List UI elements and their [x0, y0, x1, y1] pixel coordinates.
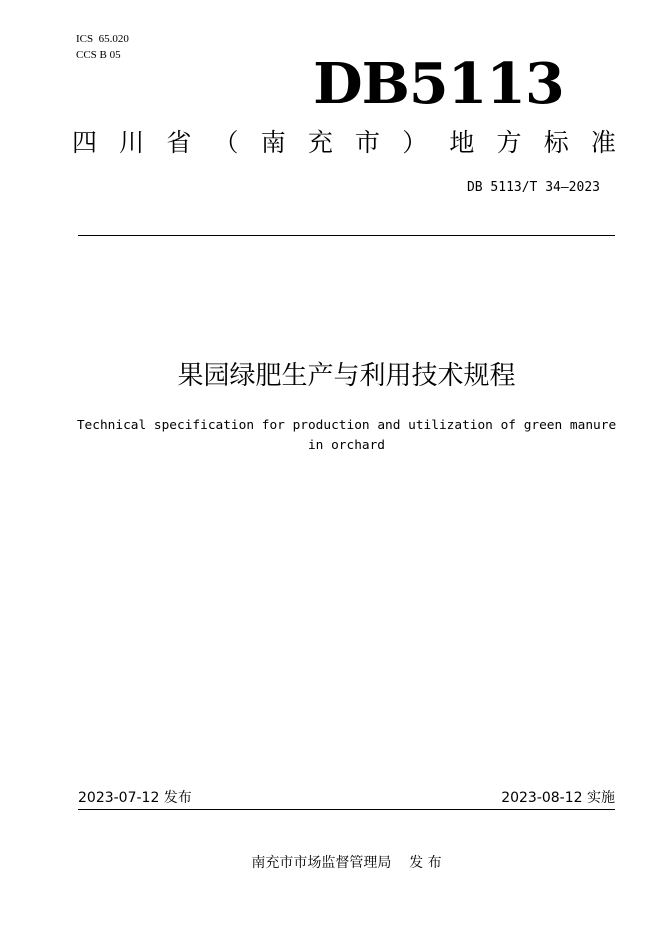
- document-title-zh: 果园绿肥生产与利用技术规程: [177, 361, 516, 391]
- standard-type-char: 市: [355, 128, 381, 157]
- standard-number: DB 5113/T 34—2023: [466, 180, 600, 195]
- standard-type-char: 川: [119, 128, 145, 157]
- standard-type-heading: [72, 126, 616, 160]
- issuing-authority: 南充市市场监督管理局 发 布: [251, 855, 442, 871]
- standard-type-char: 四: [72, 128, 98, 157]
- ccs-code: CCS B 05: [76, 49, 121, 61]
- standard-type-char: ）: [402, 128, 428, 157]
- standard-logo: DB5113: [313, 51, 564, 117]
- classification-codes: [76, 31, 129, 63]
- title-en-line: Technical specification for production and utilization of green manure: [76, 418, 617, 433]
- issue-date: 2023-07-12 发布: [78, 790, 192, 806]
- footer-divider: [78, 809, 615, 810]
- standard-type-char: 标: [543, 128, 569, 157]
- document-title-en: [74, 416, 619, 456]
- standard-type-char: （: [213, 128, 239, 157]
- standard-type-char: 地: [449, 128, 475, 157]
- standard-type-char: 南: [260, 128, 286, 157]
- standard-type-char: 省: [166, 128, 192, 157]
- standard-type-char: 方: [496, 128, 522, 157]
- implementation-date: 2023-08-12 实施: [501, 790, 615, 806]
- standard-type-char: 充: [307, 128, 333, 157]
- standard-type-char: 准: [590, 128, 616, 157]
- ics-code: ICS 65.020: [76, 33, 129, 45]
- header-divider: [78, 235, 615, 236]
- title-en-line: in orchard: [307, 438, 386, 453]
